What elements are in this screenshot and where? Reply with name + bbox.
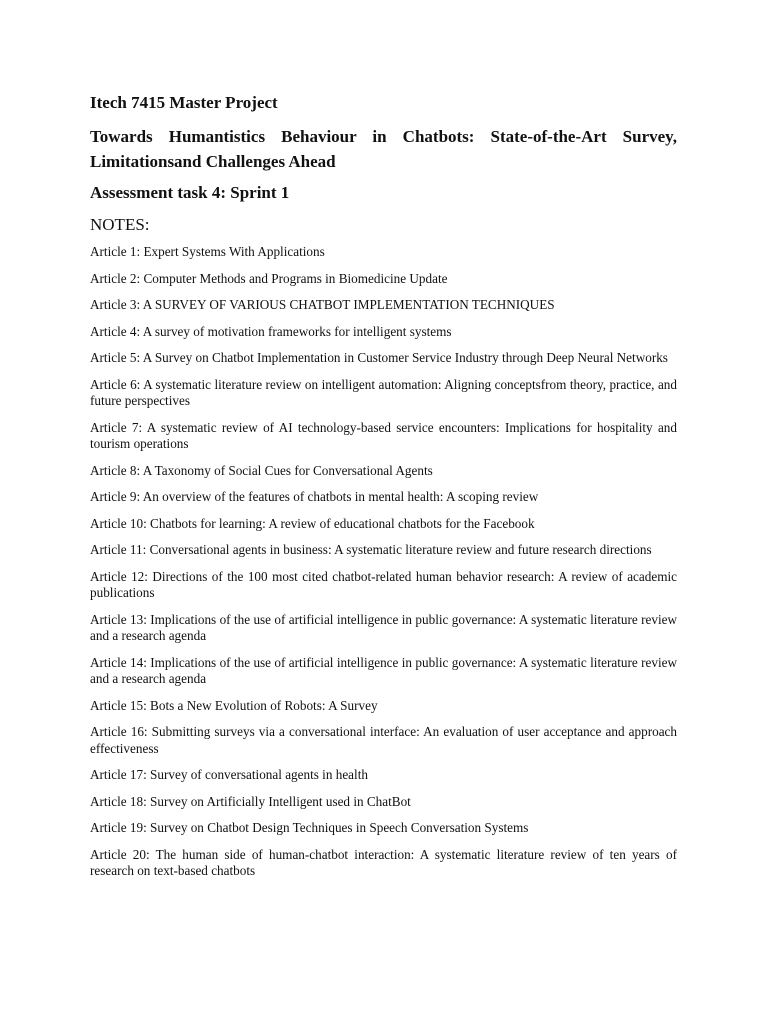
article-item: Article 13: Implications of the use of artificial intelligence in public governance: A systematic literature review and a research agenda: [90, 611, 677, 643]
notes-heading: NOTES:: [90, 215, 150, 234]
article-item: Article 17: Survey of conversational agents in health: [90, 767, 368, 782]
article-item: Article 4: A survey of motivation frameworks for intelligent systems: [90, 323, 452, 339]
article-item: Article 1: Expert Systems With Applications: [90, 244, 325, 259]
article-item: Article 20: The human side of human-chatbot interaction: A systematic literature review of ten years of research on text-based chatbots: [90, 846, 677, 878]
paper-title: Towards Humantistics Behaviour in Chatbots: State-of-the-Art Survey, Limitationsand Challenges Ahead: [90, 127, 677, 171]
article-item: Article 2: Computer Methods and Programs in Biomedicine Update: [90, 270, 448, 286]
assessment-heading: Assessment task 4: Sprint 1: [90, 183, 290, 202]
document-page: [90, 92, 677, 890]
article-item: Article 15: Bots a New Evolution of Robots: A Survey: [90, 697, 378, 713]
course-title: Itech 7415 Master Project: [90, 93, 278, 112]
article-item: Article 11: Conversational agents in business: A systematic literature review and future research directions: [90, 542, 652, 557]
article-item: Article 19: Survey on Chatbot Design Techniques in Speech Conversation Systems: [90, 820, 529, 835]
article-item: Article 5: A Survey on Chatbot Implementation in Customer Service Industry through Deep Neural Networks: [90, 350, 668, 365]
article-item: Article 9: An overview of the features of chatbots in mental health: A scoping review: [90, 489, 539, 504]
article-item: Article 8: A Taxonomy of Social Cues for Conversational Agents: [90, 462, 433, 478]
article-item: Article 14: Implications of the use of artificial intelligence in public governance: A systematic literature review and a research agenda: [90, 654, 677, 686]
article-item: Article 12: Directions of the 100 most cited chatbot-related human behavior research: A review of academic publications: [90, 568, 677, 600]
article-item: Article 18: Survey on Artificially Intelligent used in ChatBot: [90, 793, 411, 809]
article-item: Article 6: A systematic literature review on intelligent automation: Aligning conceptsfrom theory, practice, and future perspectives: [90, 376, 677, 408]
article-item: Article 16: Submitting surveys via a conversational interface: An evaluation of user acceptance and approach effectiveness: [90, 724, 677, 756]
article-item: Article 7: A systematic review of AI technology-based service encounters: Implications for hospitality and tourism operations: [90, 419, 677, 451]
article-item: Article 10: Chatbots for learning: A review of educational chatbots for the Facebook: [90, 515, 535, 531]
article-item: Article 3: A SURVEY OF VARIOUS CHATBOT IMPLEMENTATION TECHNIQUES: [90, 297, 555, 312]
article-list: [90, 244, 677, 880]
